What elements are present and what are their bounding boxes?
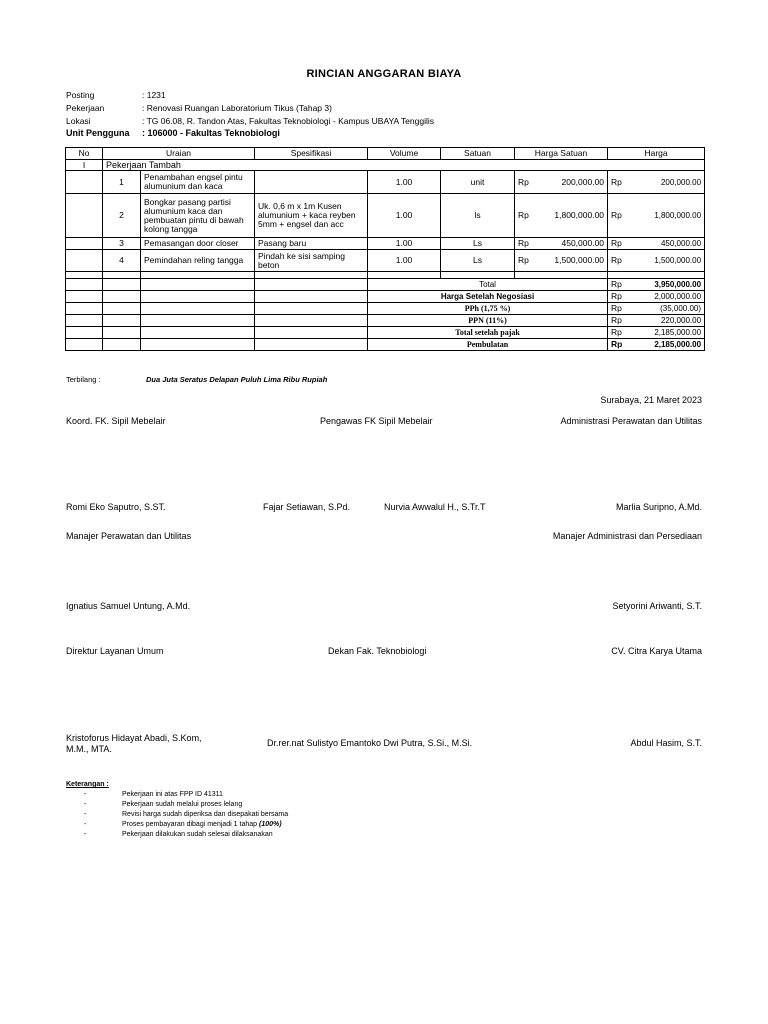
name-nurvia: Nurvia Awwalul H., S.Tr.T <box>384 502 486 512</box>
name-ignatius: Ignatius Samuel Untung, A.Md. <box>66 601 191 611</box>
table-row <box>66 250 705 272</box>
role-dekan: Dekan Fak. Teknobiologi <box>328 646 427 656</box>
budget-table <box>65 147 705 351</box>
row-spesifikasi <box>255 171 368 194</box>
row-volume: 1.00 <box>368 238 441 250</box>
unit-pengguna-label: Unit Pengguna <box>66 128 130 138</box>
row-uraian: Pemasangan door closer <box>141 238 255 250</box>
currency-label: Rp <box>515 171 536 194</box>
row-no: 2 <box>103 194 141 238</box>
summary-value: 2,185,000.00 <box>629 339 705 351</box>
summary-row <box>66 327 705 339</box>
row-volume: 1.00 <box>368 171 441 194</box>
role-manajer-pu: Manajer Perawatan dan Utilitas <box>66 531 192 541</box>
name-marlia: Marlia Suripno, A.Md. <box>615 502 702 512</box>
summary-row <box>66 303 705 315</box>
currency-label: Rp <box>608 279 629 291</box>
currency-label: Rp <box>515 238 536 250</box>
summary-value: 2,000,000.00 <box>629 291 705 303</box>
lokasi-value: : TG 06.08, R. Tandon Atas, Fakultas Teknobiologi - Kampus UBAYA Tenggilis <box>142 116 435 126</box>
row-satuan: Ls <box>441 238 515 250</box>
section-row <box>66 160 705 171</box>
currency-label: Rp <box>608 303 629 315</box>
row-satuan: ls <box>441 194 515 238</box>
section-no: I <box>66 160 103 171</box>
summary-label: Pembulatan <box>368 339 608 351</box>
role-direktur: Direktur Layanan Umum <box>66 646 164 656</box>
row-spesifikasi: Pindah ke sisi samping beton <box>255 250 368 272</box>
row-satuan: Ls <box>441 250 515 272</box>
name-dekan: Dr.rer.nat Sulistyo Emantoko Dwi Putra, S.Si., M.Si. <box>267 738 473 748</box>
row-no: 1 <box>103 171 141 194</box>
row-harga: 450,000.00 <box>629 238 705 250</box>
role-pengawas: Pengawas FK Sipil Mebelair <box>320 416 433 426</box>
currency-label: Rp <box>608 238 629 250</box>
table-row <box>66 238 705 250</box>
role-manajer-ap: Manajer Administrasi dan Persediaan <box>552 531 702 541</box>
row-harga: 1,800,000.00 <box>629 194 705 238</box>
note-suffix: (100%) <box>258 821 282 828</box>
pekerjaan-row <box>66 103 332 113</box>
notes-title: Keterangan : <box>66 781 109 788</box>
note-dash: - <box>84 831 87 838</box>
summary-value: 3,950,000.00 <box>629 279 705 291</box>
note-text: Pekerjaan sudah melalui proses lelang <box>122 801 243 808</box>
currency-label: Rp <box>608 339 629 351</box>
summary-value: 2,185,000.00 <box>629 327 705 339</box>
note-dash: - <box>84 811 87 818</box>
note-item <box>66 811 288 818</box>
note-text: Pekerjaan ini atas FPP ID 41311 <box>122 791 223 798</box>
pekerjaan-value: : Renovasi Ruangan Laboratorium Tikus (Tahap 3) <box>142 103 332 113</box>
currency-label: Rp <box>608 315 629 327</box>
row-volume: 1.00 <box>368 194 441 238</box>
note-item <box>66 821 282 828</box>
row-spesifikasi: Uk. 0,6 m x 1m Kusen alumunium + kaca reyben 5mm + engsel dan acc <box>255 194 368 238</box>
name-romi: Romi Eko Saputro, S.ST. <box>66 502 166 512</box>
note-item <box>66 801 242 808</box>
summary-value: 220,000.00 <box>629 315 705 327</box>
terbilang-label: Terbilang : <box>66 375 101 384</box>
summary-label: PPh (1,75 %) <box>368 303 608 315</box>
name-kristoforus-line1: Kristoforus Hidayat Abadi, S.Kom, <box>66 733 202 743</box>
name-setyorini: Setyorini Ariwanti, S.T. <box>612 601 702 611</box>
row-no: 4 <box>103 250 141 272</box>
summary-label: Total setelah pajak <box>368 327 608 339</box>
currency-label: Rp <box>515 194 536 238</box>
summary-label: Harga Setelah Negosiasi <box>368 291 608 303</box>
summary-row <box>66 315 705 327</box>
note-text: Proses pembayaran dibagi menjadi 1 tahap <box>122 821 258 828</box>
col-uraian: Uraian <box>103 148 255 160</box>
posting-label: Posting <box>66 90 95 100</box>
section-label: Pekerjaan Tambah <box>103 160 705 171</box>
summary-row <box>66 339 705 351</box>
note-text: Revisi harga sudah diperiksa dan disepakati bersama <box>122 811 289 818</box>
note-dash: - <box>84 801 87 808</box>
col-satuan: Satuan <box>441 148 515 160</box>
pekerjaan-label: Pekerjaan <box>66 103 105 113</box>
col-spesifikasi: Spesifikasi <box>255 148 368 160</box>
name-abdul: Abdul Hasim, S.T. <box>630 738 702 748</box>
row-harga-satuan: 1,500,000.00 <box>536 250 608 272</box>
document-title: RINCIAN ANGGARAN BIAYA <box>306 68 462 80</box>
row-satuan: unit <box>441 171 515 194</box>
table-header-row <box>66 148 705 160</box>
summary-value: (35,000.00) <box>629 303 705 315</box>
posting-value: : 1231 <box>142 90 166 100</box>
note-item <box>66 831 273 838</box>
note-dash: - <box>84 791 87 798</box>
row-harga: 200,000.00 <box>629 171 705 194</box>
name-fajar: Fajar Setiawan, S.Pd. <box>263 502 351 512</box>
place-date: Surabaya, 21 Maret 2023 <box>600 395 702 405</box>
row-uraian: Bongkar pasang partisi alumunium kaca dan pembuatan pintu di bawah kolong tangga <box>141 194 255 238</box>
row-volume: 1.00 <box>368 250 441 272</box>
role-koord: Koord. FK. Sipil Mebelair <box>66 416 166 426</box>
table-row <box>66 194 705 238</box>
row-uraian: Pemindahan reling tangga <box>141 250 255 272</box>
currency-label: Rp <box>608 171 629 194</box>
currency-label: Rp <box>608 194 629 238</box>
row-harga-satuan: 200,000.00 <box>536 171 608 194</box>
note-dash: - <box>84 821 87 828</box>
unit-pengguna-value: : 106000 - Fakultas Teknobiologi <box>142 128 280 138</box>
name-kristoforus-line2: M.M., MTA. <box>66 744 112 754</box>
row-spesifikasi: Pasang baru <box>255 238 368 250</box>
posting-row <box>66 90 166 100</box>
lokasi-label: Lokasi <box>66 116 91 126</box>
col-harga-satuan: Harga Satuan <box>515 148 608 160</box>
unit-pengguna-row <box>66 128 280 138</box>
summary-label: Total <box>368 279 608 291</box>
role-admin: Administrasi Perawatan dan Utilitas <box>560 416 702 426</box>
currency-label: Rp <box>608 250 629 272</box>
row-no: 3 <box>103 238 141 250</box>
row-uraian: Penambahan engsel pintu alumunium dan kaca <box>141 171 255 194</box>
role-cv: CV. Citra Karya Utama <box>611 646 702 656</box>
row-harga-satuan: 450,000.00 <box>536 238 608 250</box>
note-item <box>66 791 223 798</box>
col-volume: Volume <box>368 148 441 160</box>
currency-label: Rp <box>515 250 536 272</box>
row-harga: 1,500,000.00 <box>629 250 705 272</box>
row-harga-satuan: 1,800,000.00 <box>536 194 608 238</box>
terbilang-value: Dua Juta Seratus Delapan Puluh Lima Ribu Rupiah <box>146 375 328 384</box>
summary-label: PPN (11%) <box>368 315 608 327</box>
currency-label: Rp <box>608 327 629 339</box>
summary-row <box>66 279 705 291</box>
col-harga: Harga <box>608 148 705 160</box>
currency-label: Rp <box>608 291 629 303</box>
col-no: No <box>66 148 103 160</box>
note-text: Pekerjaan dilakukan sudah selesai dilaksanakan <box>122 831 273 838</box>
summary-row <box>66 291 705 303</box>
lokasi-row <box>66 116 434 126</box>
spacer-row <box>66 272 705 279</box>
table-row <box>66 171 705 194</box>
